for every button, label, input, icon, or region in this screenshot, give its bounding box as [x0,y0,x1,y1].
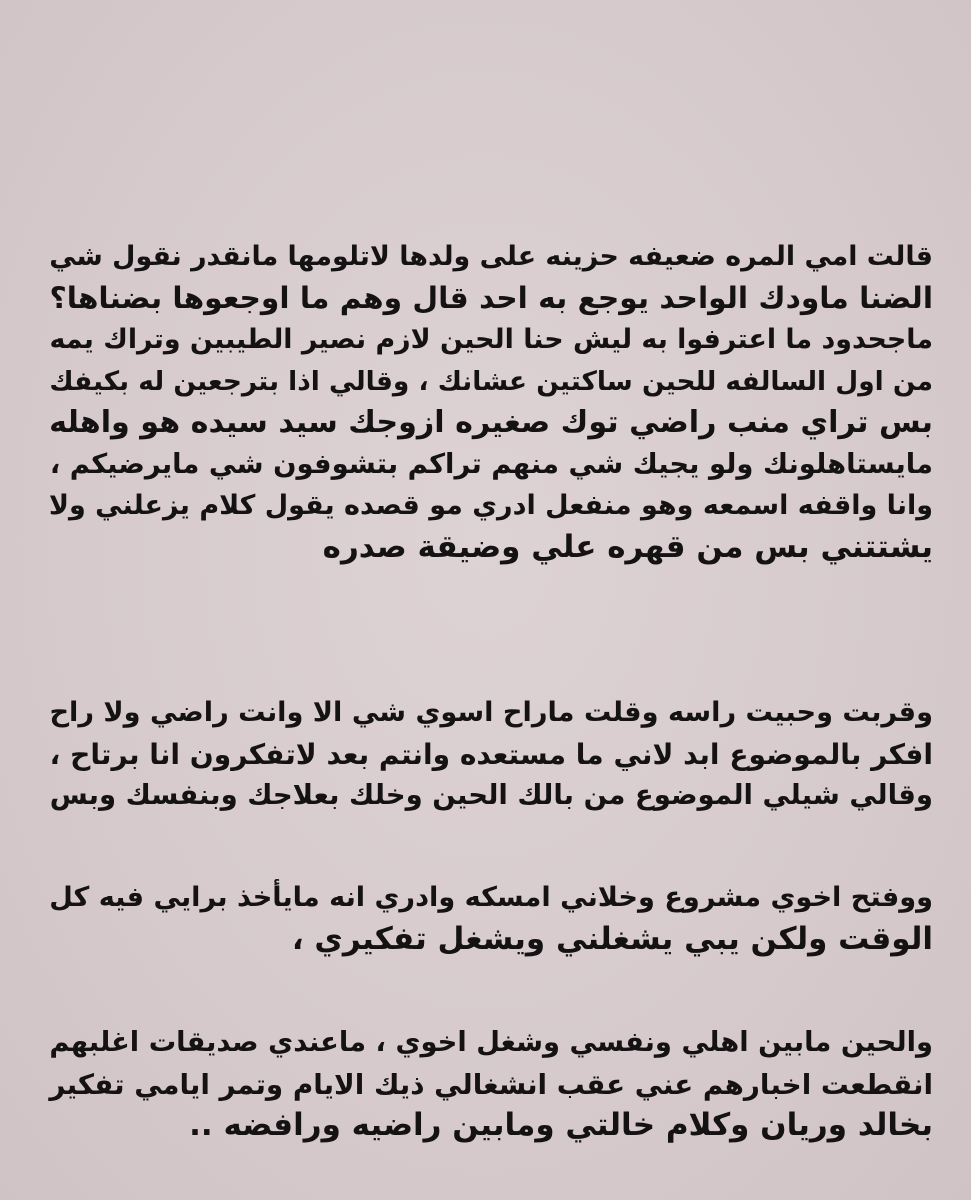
text-line: انقطعت اخبارهم عني عقب انشغالي ذيك الايام وتمر ايامي تفكير [49,1067,933,1101]
paragraph-2 [40,692,933,817]
text-line: الوقت ولكن يبي يشغلني ويشغل تفكيري ، [291,920,933,957]
text-line: بخالد وريان وكلام خالتي ومابين راضيه ورافضه .. [189,1107,933,1143]
text-line: وانا واقفه اسمعه وهو منفعل ادري مو قصده يقول كلام يزعلني ولا [48,490,933,521]
text-line: يشتتني بس من قهره علي وضيقة صدره [322,528,933,565]
text-line: وقالي شيلي الموضوع من بالك الحين وخلك بعلاجك وبنفسك وبس [49,779,933,811]
text-line: ماجحدود ما اعترفوا به ليش حنا الحين لازم نصير الطيبين وتراك يمه [49,324,933,355]
text-line: قالت امي المره ضعيفه حزينه على ولدها لاتلومها مانقدر نقول شي [49,241,933,272]
text-line: ووفتح اخوي مشروع وخلاني امسكه وادري انه مايأخذ برايي فيه كل [49,882,933,913]
text-line: افكر بالموضوع ابد لاني ما مستعده وانتم بعد لاتفكرون انا برتاح ، [49,737,933,771]
text-line: من اول السالفه للحين ساكتين عشانك ، وقالي اذا بترجعين له بكيفك [49,365,933,397]
text-line: والحين مابين اهلي ونفسي وشغل اخوي ، ماعندي صديقات اغلبهم [49,1027,933,1058]
paragraph-1 [40,236,933,568]
paragraph-3 [40,877,933,960]
text-line: بس تراي منب راضي توك صغيره ازوجك سيد سيده هو واهله [49,405,933,440]
text-line: الضنا ماودك الواحد يوجع به احد قال وهم ما اوجعوها بضناها؟ [49,280,933,316]
paragraph-4 [40,1022,933,1147]
text-line: وقربت وحبيت راسه وقلت ماراح اسوي شي الا وانت راضي ولا راح [49,697,933,728]
text-line: مايستاهلونك ولو يجيك شي منهم تراكم بتشوفون شي مايرضيكم ، [49,448,933,480]
